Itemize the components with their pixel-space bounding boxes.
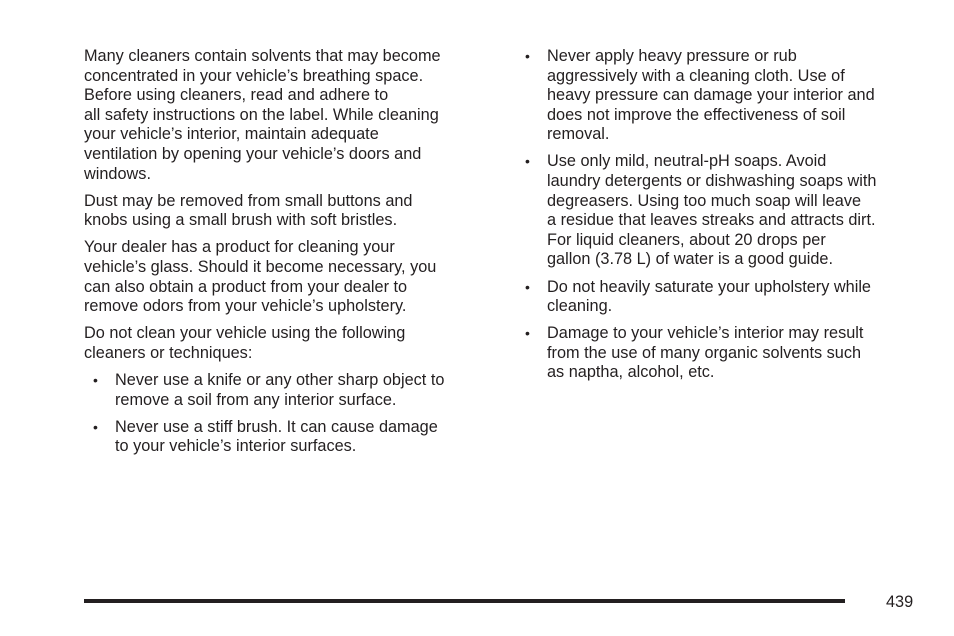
text-line: can also obtain a product from your dealer to — [84, 277, 408, 296]
text-line: Never use a knife or any other sharp object to — [115, 370, 445, 389]
paragraph-dust — [84, 192, 484, 231]
text-line: Never use a stiff brush. It can cause damage — [115, 417, 438, 436]
text-line: Damage to your vehicle’s interior may result — [547, 324, 864, 343]
text-line: heavy pressure can damage your interior and — [547, 86, 875, 105]
text-line: your vehicle’s interior, maintain adequate — [84, 125, 379, 144]
bullet-icon: • — [525, 153, 530, 170]
text-line: to your vehicle’s interior surfaces. — [115, 437, 357, 456]
text-line: a residue that leaves streaks and attracts dirt. — [547, 211, 876, 230]
text-line: aggressively with a cleaning cloth. Use of — [547, 66, 845, 85]
text-line: ventilation by opening your vehicle’s doors and — [84, 144, 422, 163]
bullet-icon: • — [93, 371, 98, 388]
bullet-icon: • — [525, 48, 530, 64]
text-line: gallon (3.78 L) of water is a good guide. — [547, 250, 834, 269]
text-line: Dust may be removed from small buttons and — [84, 191, 413, 210]
text-line: For liquid cleaners, about 20 drops per — [547, 230, 826, 249]
bullet-icon: • — [525, 325, 530, 342]
list-item — [524, 278, 916, 317]
text-line: Do not heavily saturate your upholstery while — [547, 277, 871, 296]
text-line: windows. — [84, 164, 151, 183]
text-line: knobs using a small brush with soft bristles. — [84, 211, 398, 230]
text-line: removal. — [547, 125, 610, 144]
text-line: from the use of many organic solvents such — [547, 343, 862, 362]
text-line: remove odors from your vehicle’s upholstery. — [84, 297, 407, 316]
text-line: remove a soil from any interior surface. — [115, 390, 397, 409]
paragraph-solvents — [84, 47, 484, 184]
paragraph-dealer-product — [84, 238, 484, 316]
text-line: Do not clean your vehicle using the following — [84, 324, 406, 343]
bullet-icon: • — [93, 418, 98, 435]
bullet-icon: • — [525, 278, 530, 295]
text-line: vehicle’s glass. Should it become necessary, you — [84, 257, 437, 276]
text-line: Many cleaners contain solvents that may become — [84, 47, 441, 65]
text-line: concentrated in your vehicle’s breathing space. — [84, 66, 424, 85]
footer-rule — [84, 599, 845, 603]
text-line: cleaning. — [547, 297, 613, 316]
left-column — [84, 47, 484, 464]
text-line: as naptha, alcohol, etc. — [547, 363, 715, 382]
list-item — [524, 324, 916, 383]
list-item — [84, 418, 484, 457]
list-item — [524, 152, 916, 270]
bullet-list-left — [84, 371, 484, 457]
paragraph-do-not-clean — [84, 324, 484, 363]
text-line: does not improve the effectiveness of soil — [547, 105, 846, 124]
text-line: Never apply heavy pressure or rub — [547, 47, 797, 65]
text-line: cleaners or techniques: — [84, 343, 253, 362]
text-line: all safety instructions on the label. While cleaning — [84, 105, 439, 124]
right-column — [524, 47, 916, 391]
text-line: Your dealer has a product for cleaning your — [84, 238, 395, 257]
text-line: laundry detergents or dishwashing soaps with — [547, 172, 877, 191]
page-number: 439 — [886, 593, 914, 611]
text-line: Before using cleaners, read and adhere to — [84, 86, 389, 105]
text-line: degreasers. Using too much soap will leave — [547, 191, 862, 210]
list-item — [84, 371, 484, 410]
bullet-list-right — [524, 47, 916, 383]
text-line: Use only mild, neutral-pH soaps. Avoid — [547, 152, 827, 171]
list-item — [524, 47, 916, 145]
